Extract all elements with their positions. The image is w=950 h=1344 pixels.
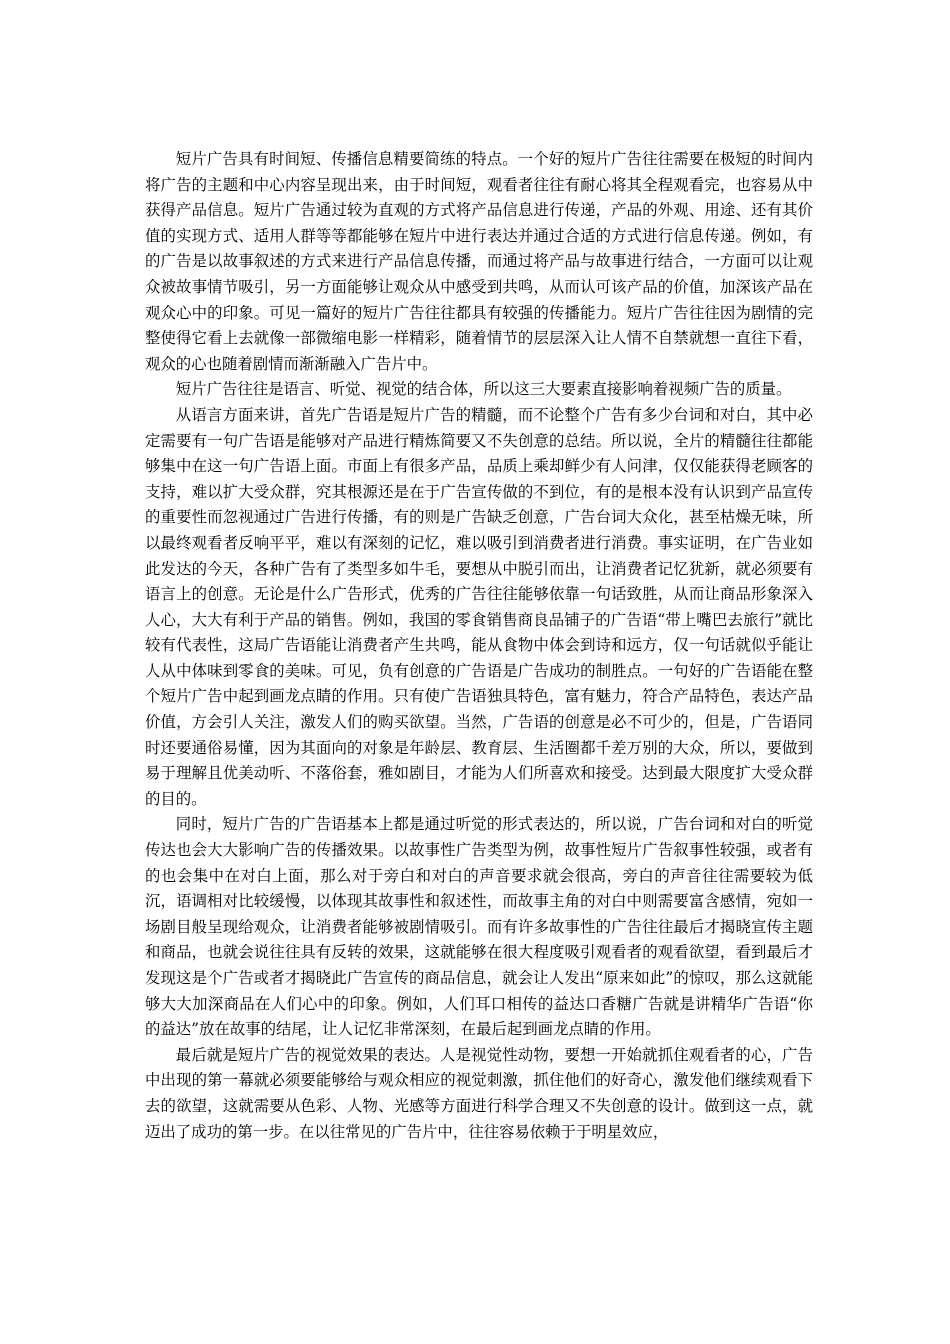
paragraph-4: 同时，短片广告的广告语基本上都是通过听觉的形式表达的，所以说，广告台词和对白的听觉传达也会大大影响广告的传播效果。以故事性广告类型为例，故事性短片广告叙事性较强，或者有的也会集中在对白上面，那么对于旁白和对白的声音要求就会很高，旁白的声音往往需要较为低沉，语调相对比较缓慢，以体现其故事性和叙述性，而故事主角的对白中则需要富含感情，宛如一场剧目般呈现给观众，让消费者能够被剧情吸引。而有许多故事性的广告往往最后才揭晓宣传主题和商品，也就会说往往具有反转的效果，这就能够在很大程度吸引观看者的观看欲望，看到最后才发现这是个广告或者才揭晓此广告宣传的商品信息，就会让人发出“原来如此”的惊叹，那么这就能够大大加深商品在人们心中的印象。例如，人们耳口相传的益达口香糖广告就是讲精华广告语“你的益达”放在故事的结尾，让人记忆非常深刻，在最后起到画龙点睛的作用。 [145,815,813,1039]
document-body [145,147,813,1145]
paragraph-2: 短片广告往往是语言、听觉、视觉的结合体，所以这三大要素直接影响着视频广告的质量。 [175,380,792,399]
paragraph-1: 短片广告具有时间短、传播信息精要简练的特点。一个好的短片广告往往需要在极短的时间内将广告的主题和中心内容呈现出来，由于时间短，观看者往往有耐心将其全程观看完，也容易从中获得产品信息。短片广告通过较为直观的方式将产品信息进行传递，产品的外观、用途、还有其价值的实现方式、适用人群等等都能够在短片中进行表达并通过合适的方式进行信息传递。例如，有的广告是以故事叙述的方式来进行产品信息传播，而通过将产品与故事进行结合，一方面可以让观众被故事情节吸引，另一方面能够让观众从中感受到共鸣，从而认可该产品的价值，加深该产品在观众心中的印象。可见一篇好的短片广告往往都具有较强的传播能力。短片广告往往因为剧情的完整使得它看上去就像一部微缩电影一样精彩，随着情节的层层深入让人情不自禁就想一直往下看，观众的心也随着剧情而渐渐融入广告片中。 [145,150,813,373]
paragraph-5: 最后就是短片广告的视觉效果的表达。人是视觉性动物，要想一开始就抓住观看者的心，广告中出现的第一幕就必须要能够给与观众相应的视觉刺激，抓住他们的好奇心，激发他们继续观看下去的欲望，这就需要从色彩、人物、光感等方面进行科学合理又不失创意的设计。做到这一点，就迈出了成功的第一步。在以往常见的广告片中，往往容易依赖于于明星效应， [145,1045,813,1141]
paragraph-3: 从语言方面来讲，首先广告语是短片广告的精髓，而不论整个广告有多少台词和对白，其中必定需要有一句广告语是能够对产品进行精炼简要又不失创意的总结。所以说，全片的精髓往往都能够集中在这一句广告语上面。市面上有很多产品，品质上乘却鲜少有人问津，仅仅能获得老顾客的支持，难以扩大受众群，究其根源还是在于广告宣传做的不到位，有的是根本没有认识到产品宣传的重要性而忽视通过广告进行传播，有的则是广告缺乏创意，广告台词大众化，甚至枯燥无味，所以最终观看者反响平平，难以有深刻的记忆，难以吸引到消费者进行消费。事实证明，在广告业如此发达的今天，各种广告有了类型多如牛毛，要想从中脱引而出，让消费者记忆犹新，就必须要有语言上的创意。无论是什么广告形式，优秀的广告往往能够依靠一句话致胜，从而让商品形象深入人心，大大有利于产品的销售。例如，我国的零食销售商良品铺子的广告语“带上嘴巴去旅行”就比较有代表性，这局广告语能让消费者产生共鸣，能从食物中体会到诗和远方，仅一句话就似乎能让人从中体味到零食的美味。可见，负有创意的广告语是广告成功的制胜点。一句好的广告语能在整个短片广告中起到画龙点睛的作用。只有使广告语独具特色，富有魅力，符合产品特色，表达产品价值，方会引人关注，激发人们的购买欲望。当然，广告语的创意是必不可少的，但是，广告语同时还要通俗易懂，因为其面向的对象是年龄层、教育层、生活圈都千差万别的大众，所以，要做到易于理解且优美动听、不落俗套，雅如剧目，才能为人们所喜欢和接受。达到最大限度扩大受众群的目的。 [145,405,813,808]
